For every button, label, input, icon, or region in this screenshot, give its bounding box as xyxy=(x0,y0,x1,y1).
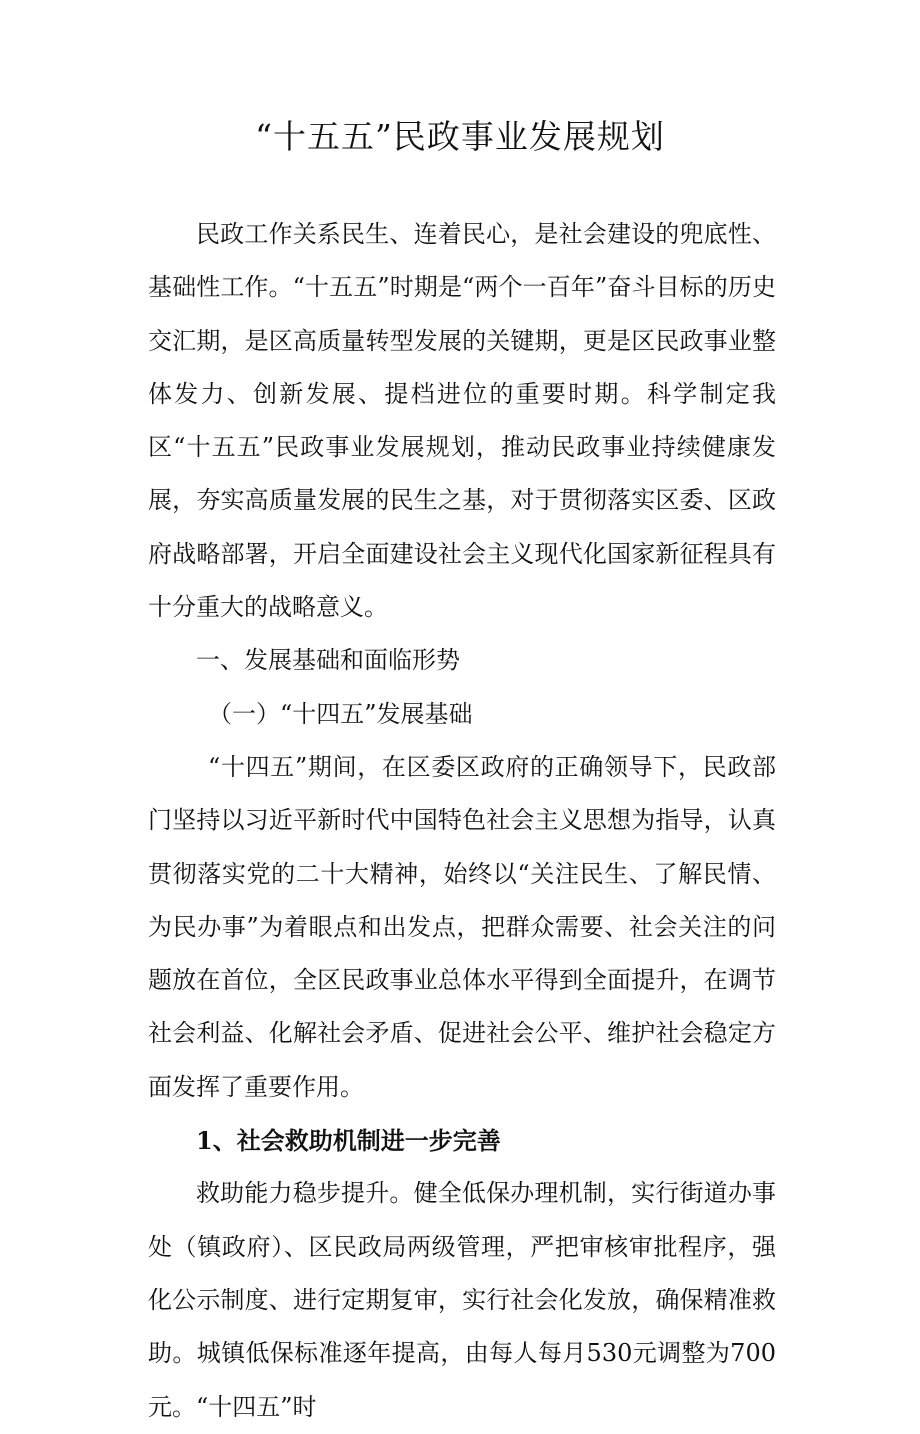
item-heading-1: 1、社会救助机制进一步完善 xyxy=(196,1126,501,1156)
section-heading-1: 一、发展基础和面临形势 xyxy=(196,646,460,675)
subsection-heading-1: （一）“十四五”发展基础 xyxy=(208,699,473,728)
social-assistance-paragraph: 救助能力稳步提升。健全低保办理机制，实行街道办事处（镇政府）、区民政局两级管理，严把审核审批程序，强化公示制度、进行定期复审，实行社会化发放，确保精准救助。城镇低保标准逐年提高，由每人每月530元调整为700元。“十四五”时 xyxy=(148,1179,776,1421)
document-title: “十五五”民政事业发展规划 xyxy=(255,117,665,156)
intro-paragraph: 民政工作关系民生、连着民心，是社会建设的兜底性、基础性工作。“十五五”时期是“两个一百年”奋斗目标的历史交汇期，是区高质量转型发展的关键期，更是区民政事业整体发力、创新发展、提档进位的重要时期。科学制定我区“十五五”民政事业发展规划，推动民政事业持续健康发展，夯实高质量发展的民生之基，对于贯彻落实区委、区政府战略部署，开启全面建设社会主义现代化国家新征程具有十分重大的战略意义。 xyxy=(148,220,776,622)
development-basis-paragraph: “十四五”期间，在区委区政府的正确领导下，民政部门坚持以习近平新时代中国特色社会主义思想为指导，认真贯彻落实党的二十大精神，始终以“关注民生、了解民情、为民办事”为着眼点和出发点，把群众需要、社会关注的问题放在首位，全区民政事业总体水平得到全面提升，在调节社会利益、化解社会矛盾、促进社会公平、维护社会稳定方面发挥了重要作用。 xyxy=(148,752,776,1101)
document-body xyxy=(148,208,776,1434)
